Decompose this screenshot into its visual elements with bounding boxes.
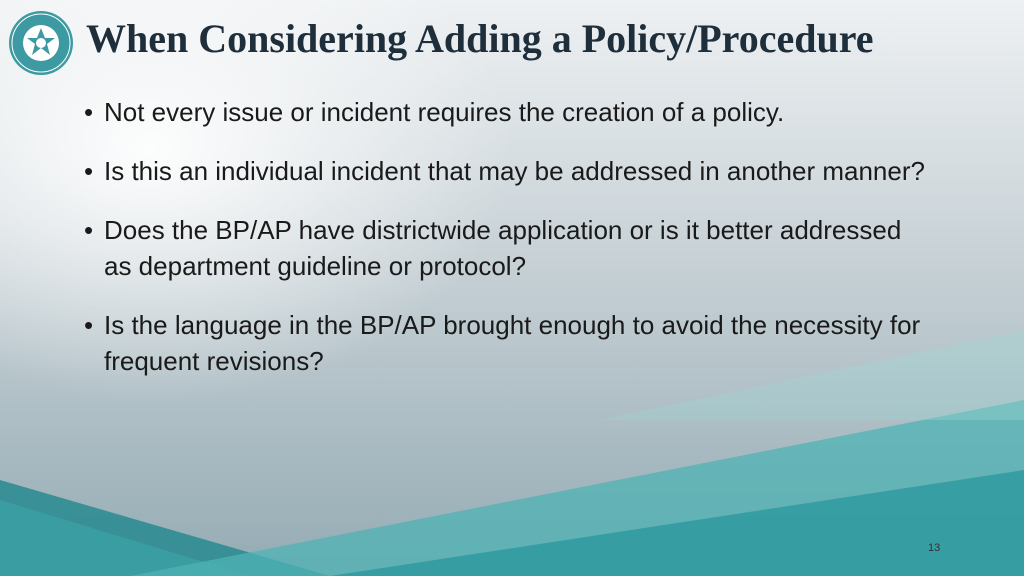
bullet-marker: • bbox=[84, 310, 94, 340]
bullet-text: Not every issue or incident requires the creation of a policy. bbox=[104, 97, 785, 127]
bullet-marker: • bbox=[84, 97, 94, 127]
bullet-text: Is the language in the BP/AP brought enough to avoid the necessity for frequent revisions? bbox=[104, 310, 921, 376]
bullet-item bbox=[84, 153, 934, 189]
bullet-list bbox=[84, 94, 934, 379]
star-seal-icon bbox=[8, 10, 74, 76]
bullet-text: Is this an individual incident that may be addressed in another manner? bbox=[104, 156, 925, 186]
page-number: 13 bbox=[928, 542, 941, 554]
bullet-marker: • bbox=[84, 215, 94, 245]
bullet-item bbox=[84, 94, 934, 130]
bullet-marker: • bbox=[84, 156, 94, 186]
bullet-text: Does the BP/AP have districtwide application or is it better addressed as department guideline or protocol? bbox=[104, 215, 902, 281]
bullet-item bbox=[84, 307, 934, 379]
bullet-item bbox=[84, 212, 934, 284]
page-title: When Considering Adding a Policy/Procedure bbox=[86, 16, 874, 61]
